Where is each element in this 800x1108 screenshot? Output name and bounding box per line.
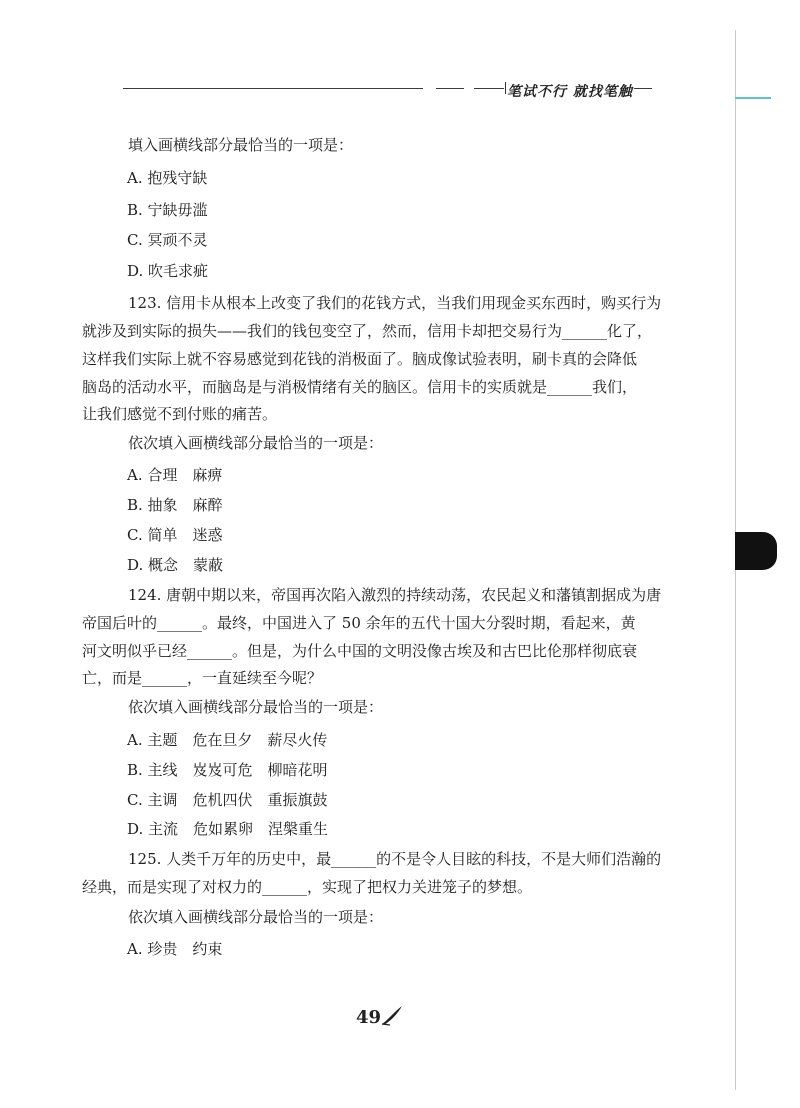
question-text: 经典，而是实现了对权力的______，实现了把权力关进笼子的梦想。 [82,878,533,896]
question-124: 124. 唐朝中期以来，帝国再次陷入激烈的持续动荡，农民起义和藩镇割据成为唐 [128,586,662,604]
question-text: 亡，而是______，一直延续至今呢？ [82,669,323,687]
header-rule-left [123,88,423,89]
option-b: B. 宁缺毋滥 [127,201,208,219]
header-slogan: 笔试不行 就找笔触 [507,84,633,100]
option-a: A. 抱残守缺 [127,169,208,187]
option-a: A. 珍贵 约束 [127,940,223,958]
option-d: D. 概念 蒙蔽 [127,556,224,574]
instruction: 填入画横线部分最恰当的一项是： [128,136,354,154]
question-text: 河文明似乎已经______。但是，为什么中国的文明没像古埃及和古巴比伦那样彻底衰 [82,642,638,660]
header-rule-end [634,88,652,89]
question-text: 就涉及到实际的损失——我们的钱包变空了，然而，信用卡却把交易行为______化了， [82,322,653,340]
page-number: 49 [356,1007,382,1028]
header-rule-mid [436,88,464,89]
header-rule-right [474,88,504,89]
instruction: 依次填入画横线部分最恰当的一项是： [128,698,384,716]
header-divider [505,82,506,94]
option-d: D. 吹毛求疵 [127,262,209,280]
option-c: C. 主调 危机四伏 重振旗鼓 [127,791,328,809]
instruction: 依次填入画横线部分最恰当的一项是： [128,434,384,452]
question-text: 脑岛的活动水平，而脑岛是与消极情绪有关的脑区。信用卡的实质就是______我们， [82,378,638,396]
question-text: 让我们感觉不到付账的痛苦。 [82,405,278,423]
option-b: B. 主线 岌岌可危 柳暗花明 [127,761,328,779]
question-text: 这样我们实际上就不容易感觉到花钱的消极面了。脑成像试验表明，刷卡真的会降低 [82,350,638,368]
option-a: A. 主题 危在旦夕 薪尽火传 [127,731,328,749]
question-125: 125. 人类千万年的历史中，最______的不是令人目眩的科技，不是大师们浩瀚的 [128,850,662,868]
option-d: D. 主流 危如累卵 涅槃重生 [127,820,329,838]
question-123: 123. 信用卡从根本上改变了我们的花钱方式，当我们用现金买东西时，购买行为 [128,294,662,312]
instruction: 依次填入画横线部分最恰当的一项是： [128,908,384,926]
question-text: 帝国后叶的______。最终，中国进入了 50 余年的五代十国大分裂时期，看起来，黄 [82,614,636,632]
page-thumb-tab [735,532,777,570]
option-b: B. 抽象 麻醉 [127,496,223,514]
option-c: C. 冥顽不灵 [127,231,208,249]
page-edge-accent [735,97,771,99]
option-a: A. 合理 麻痹 [127,466,223,484]
option-c: C. 简单 迷惑 [127,526,223,544]
pen-nib-icon [380,1004,404,1026]
